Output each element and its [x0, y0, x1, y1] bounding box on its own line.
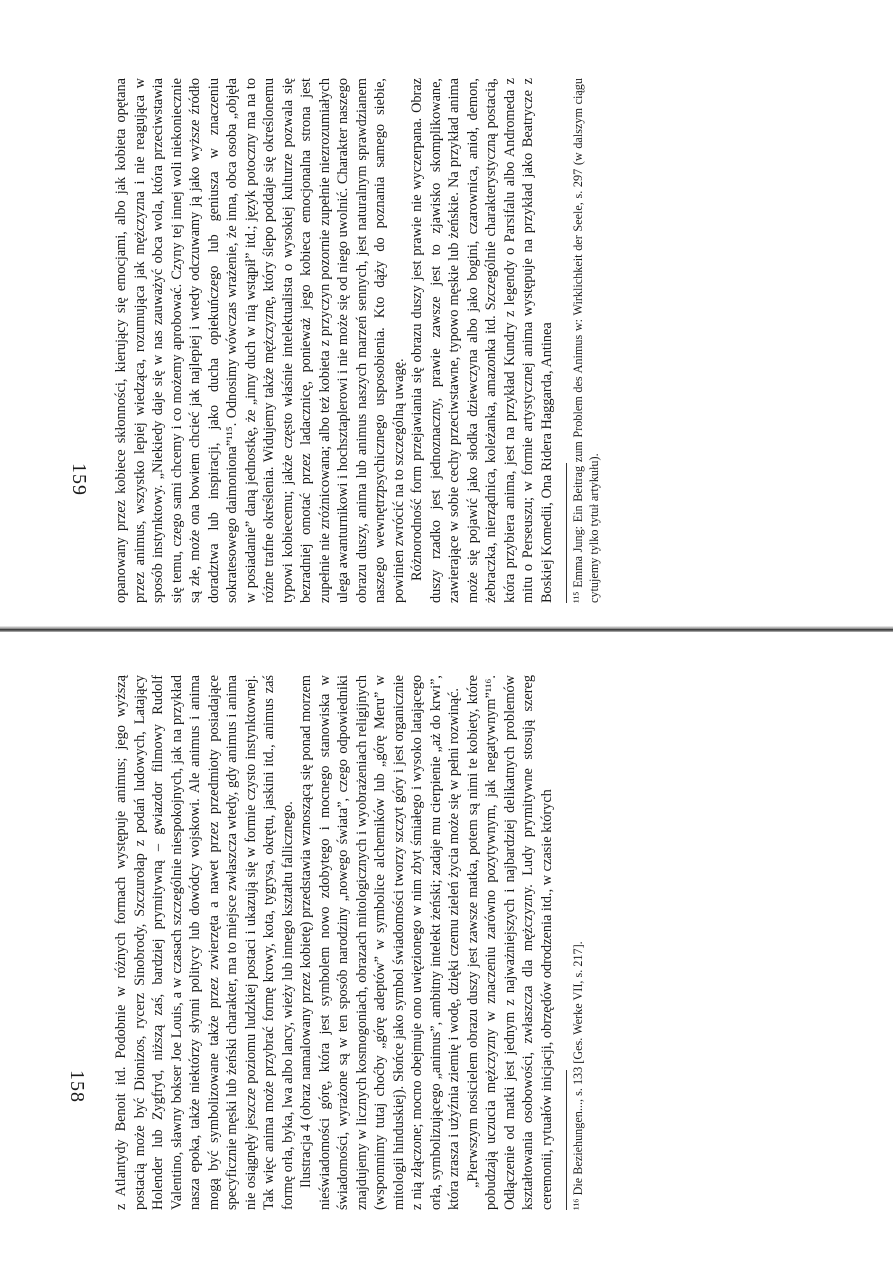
footnote-rule	[566, 1070, 567, 1210]
left-page	[112, 78, 872, 603]
left-paragraph-1: opanowany przez kobiece skłonności, kierujący się emocjami, albo jak kobieta opętana przez animus, wszystko lepiej wiedząca, rozumująca jak mężczyzna i nie reagująca w sposób instynktowy. „Niekiedy daje się w nas zauważyć obca wola, która przeciwstawia się temu, czego sami chcemy i co możemy aprobować. Czyny tej innej woli niekoniecznie są złe, może ona bowiem chcieć jak najlepiej i wtedy odczuwamy ją jako wyższe źródło doradztwa lub inspiracji, jako ducha opiekuńczego lub geniusza w znaczeniu sokratesowego daimoniona”¹¹⁵. Odnosimy wówczas wrażenie, że inna, obca osoba „objęła w posiadanie” daną jednostkę, że „inny duch w nią wstąpił” itd.; język potoczny ma na to różne trafne określenia. Widujemy także mężczyznę, który ślepo poddaje się określonemu typowi kobiecemu; jakże często właśnie intelektualista o wysokiej kulturze pozwala się bezradniej omotać przez ladacznicę, ponieważ jego kobieca emocjonalna strona jest zupełnie nie zróżnicowana; albo też kobieta z przyczyn pozornie zupełnie niezrozumiałych ulega awanturnikowi i hochsztaplerowi i nie może się od niego uwolnić. Charakter naszego obrazu duszy, anima lub animus naszych marzeń sennych, jest naturalnym sprawdzianem naszego wewnętrzpsychicznego usposobienia. Kto dąży do poznania samego siebie, powinien zwrócić na to szczególną uwagę.	[113, 78, 407, 603]
footnote-rule	[566, 463, 567, 603]
right-paragraph-3: „Pierwszym nosicielem obrazu duszy jest zawsze matka, potem są nimi te kobiety, które pobudzają uczucia mężczyzny w znaczeniu zarówno pozytywnym, jak negatywnym”¹¹⁶. Odłączenie od matki jest jednym z najważniejszych i najbardziej delikatnych problemów kształtowania osobowości, zwłaszcza dla mężczyzny. Ludy prymitywne stosują szereg ceremonii, rytuałów inicjacji, obrzędów odrodzenia itd., w czasie których	[464, 675, 555, 1210]
left-paragraph-2: Różnorodność form przejawiania się obrazu duszy jest prawie nie wyczerpana. Obraz duszy rzadko jest jednoznaczny, prawie zawsze jest to zjawisko skomplikowane, zawierające w sobie cechy przeciwstawne, typowo męskie lub żeńskie. Na przykład anima może się pojawić jako słodka dziewczyna albo jako bogini, czarownica, anioł, demon, żebraczka, nierządnica, koleżanka, amazonka itd. Szczególnie charakterystyczną postacią, która przybiera anima, jest na przykład Kundry z legendy o Parsifalu albo Andromeda z mitu o Perseuszu; w formie artystycznej anima występuje na przykład jako Beatrycze z Boskiej Komedii, Ona Ridera Haggarda, Antinea	[409, 78, 555, 603]
right-footnote: ¹¹⁶ Die Beziehungen..., s. 133 [Ges. Werke VII, s. 217].	[571, 941, 585, 1210]
book-gutter	[0, 626, 893, 632]
page-number-right: 159	[68, 463, 90, 496]
right-paragraph-1: z Atlantydy Benoit itd. Podobnie w różnych formach występuje animus; jego wyższą postacią może być Dionizos, rycerz Sinobrody, Szczurołap z podań ludowych, Latający Holender lub Zygfryd, niższą zaś, bardziej prymitywną – gwiazdor filmowy Rudolf Valentino, sławny bokser Joe Louis, a w czasach szczególnie niespokojnych, jak na przykład nasza epoka, także niektórzy słynni politycy lub dowódcy wojskowi. Ale animus i anima mogą być symbolizowane także przez zwierzęta a nawet przez przedmioty posiadające specyficznie męski lub żeński charakter, ma to miejsce zwłaszcza wtedy, gdy animus i anima nie osiągnęły jeszcze poziomu ludzkiej postaci i ukazują się w formie czysto instynktownej. Tak więc anima może przybrać formę krowy, kota, tygrysa, okrętu, jaskini itd., animus zaś formę orła, byka, lwa albo lancy, wieży lub innego kształtu fallicznego.	[113, 675, 296, 1210]
right-page	[112, 675, 872, 1210]
right-page-body	[112, 675, 556, 1210]
page-number-left: 158	[66, 1070, 88, 1103]
left-footnote: ¹¹⁵ Emma Jung: Ein Beitrag zum Problem des Animus w: Wirklichkeit der Seele, s. 297 (w dalszym ciągu cytujemy tylko tytuł artykułu).	[571, 78, 601, 603]
right-paragraph-2: Ilustracja 4 (obraz namalowany przez kobietę) przedstawia wznoszącą się ponad morzem nieświadomości górę, która jest symbolem nowo zdobytego i mocnego stanowiska w świadomości, wyrażone są w ten sposób narodziny „nowego świata”, czego odpowiedniki znajdujemy w licznych kosmogoniach, obrazach mitologicznych i wyobrażeniach religijnych (wspomnimy tutaj choćby „górę adeptów” w symbolice alchemików lub „górę Meru” w mitologii hinduskiej). Słońce jako symbol świadomości tworzy szczyt góry i jest organicznie z nią złączone; mocno obejmuje ono uwięzionego w nim zbyt śmiałego i wysoko latającego orła, symbolizującego „animus”, ambitny intelekt żeński; zadaje mu cierpienie „aż do krwi”, która zrasza i użyźnia ziemię i wodę, dzięki czemu zieleń życia może się w pełni rozwinąć.	[298, 675, 462, 1210]
left-page-body	[112, 78, 556, 603]
